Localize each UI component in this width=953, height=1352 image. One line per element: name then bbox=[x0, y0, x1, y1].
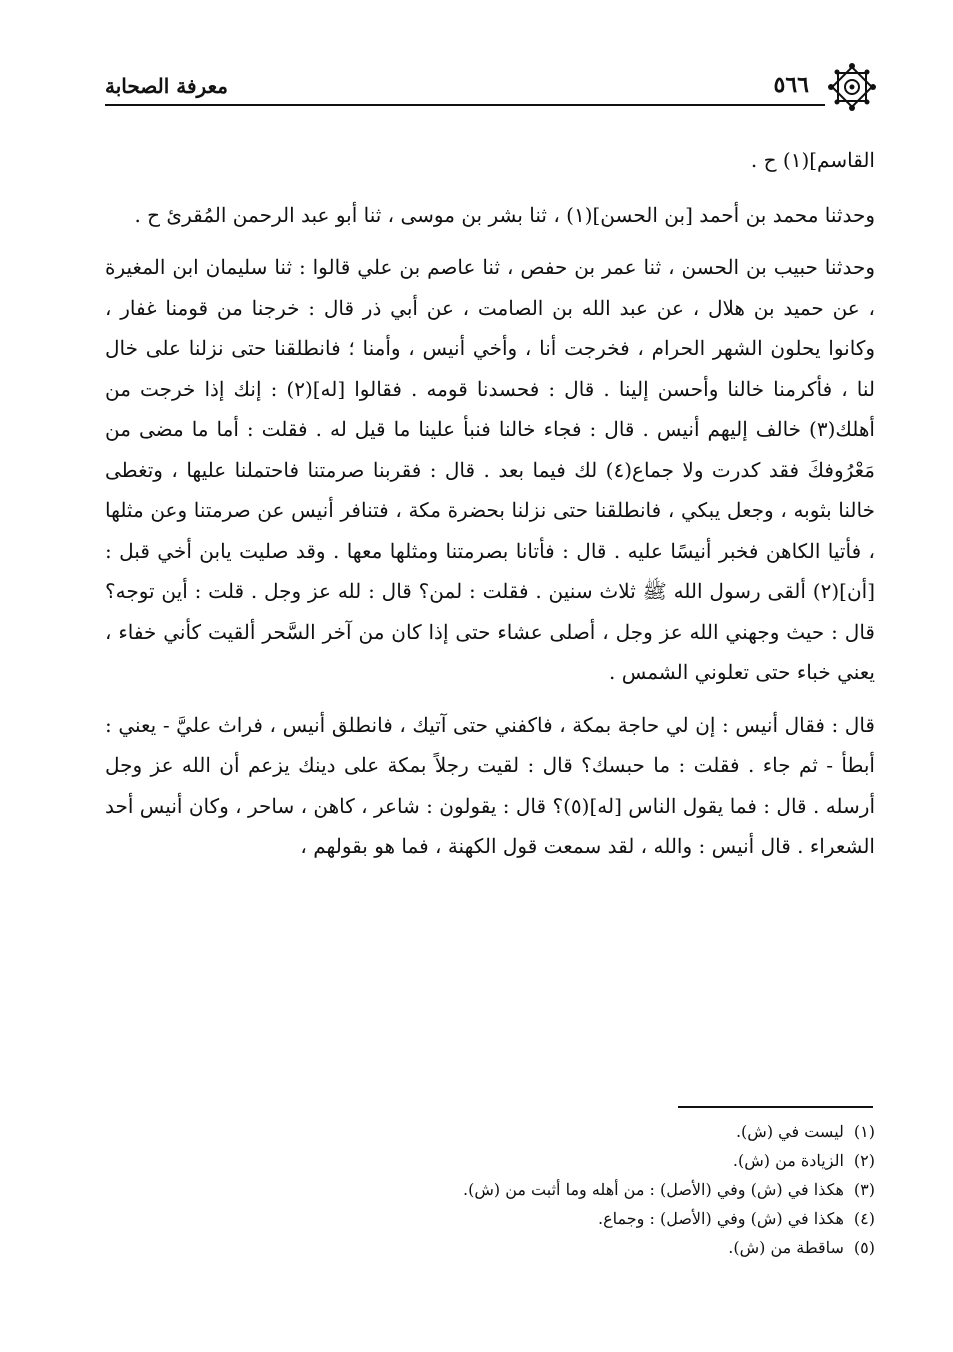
paragraph-1: القاسم](١) ح . bbox=[750, 148, 875, 172]
footnote-number: (٥) bbox=[853, 1238, 875, 1257]
footnote-number: (٣) bbox=[853, 1180, 875, 1199]
footnote-text: ليست في (ش). bbox=[735, 1122, 844, 1141]
header-rule bbox=[105, 104, 825, 106]
paragraph-3: وحدثنا حبيب بن الحسن ، ثنا عمر بن حفص ، ثنا عاصم بن علي قالوا : ثنا سليمان ابن المغيرة ، عن حميد بن هلال ، عن عبد الله بن الصامت ، عن أبي ذر قال : خرجنا من قومنا غفار ، وكانوا يحلون الشهر الحرام ، فخرجت أنا ، وأخي أنيس ، وأمنا ؛ فانطلقنا حتى نزلنا على خال لنا ، فأكرمنا خالنا وأحسن إلينا . قال : فحسدنا قومه . فقالوا [له](٢) : إنك إذا خرجت من أهلك(٣) خالف إليهم أنيس . قال : فجاء خالنا فنبأ علينا ما قيل له . فقلت : أما ما مضى من مَعْرُوفكَ فقد كدرت ولا جماع(٤) لك فيما بعد . قال : فقربنا صرمتنا فاحتملنا عليها ، وتغطى خالنا بثوبه ، وجعل يبكي ، فانطلقنا حتى نزلنا بحضرة مكة ، فتنافر أنيس عن صرمتنا وعن مثلها ، فأتيا الكاهن فخبر أنيسًا عليه . قال : فأتانا بصرمتنا ومثلها معها . وقد صليت يابن أخي قبل : [أن](٢) ألقى رسول الله ﷺ ثلاث سنين . فقلت : لمن؟ قال : لله عز وجل . قلت : أين توجه؟ قال : حيث وجهني الله عز وجل ، أصلى عشاء حتى إذا كان من آخر السَّحر ألقيت كأني خفاء ، يعني خباء حتى تعلوني الشمس . bbox=[105, 255, 875, 684]
footnote-rule bbox=[678, 1106, 873, 1108]
footnote-text: هكذا في (ش) وفي (الأصل) : من أهله وما أثبت من (ش). bbox=[463, 1180, 844, 1199]
footnote-number: (٢) bbox=[853, 1151, 875, 1170]
footnote-number: (٤) bbox=[853, 1209, 875, 1228]
star-ornament-icon bbox=[827, 62, 877, 112]
footnote-text: ساقطة من (ش). bbox=[728, 1238, 844, 1257]
footnote-item bbox=[175, 1204, 875, 1233]
page-header bbox=[105, 62, 875, 112]
footnotes-list bbox=[175, 1117, 875, 1262]
footnote-text: هكذا في (ش) وفي (الأصل) : وجماع. bbox=[598, 1209, 844, 1228]
footnote-item bbox=[175, 1175, 875, 1204]
footnote-item bbox=[175, 1117, 875, 1146]
footnote-item bbox=[175, 1146, 875, 1175]
running-title: معرفة الصحابة bbox=[105, 74, 228, 98]
footnote-text: الزيادة من (ش). bbox=[732, 1151, 844, 1170]
footnote-item bbox=[175, 1233, 875, 1262]
paragraph-4: قال : فقال أنيس : إن لي حاجة بمكة ، فاكفني حتى آتيك ، فانطلق أنيس ، فراث عليَّ - يعني : أبطأ - ثم جاء . فقلت : ما حبسك؟ قال : لقيت رجلاً بمكة على دينك يزعم أن الله عز وجل أرسله . قال : فما يقول الناس [له](٥)؟ قال : يقولون : شاعر ، كاهن ، ساحر ، وكان أنيس أحد الشعراء . قال أنيس : والله ، لقد سمعت قول الكهنة ، فما هو بقولهم ، bbox=[105, 712, 876, 858]
page-body bbox=[105, 140, 875, 879]
footnote-number: (١) bbox=[853, 1122, 875, 1141]
page-number: ٥٦٦ bbox=[773, 72, 809, 98]
paragraph-2: وحدثنا محمد بن أحمد [بن الحسن](١) ، ثنا بشر بن موسى ، ثنا أبو عبد الرحمن المُقرئ ح . bbox=[134, 202, 875, 227]
